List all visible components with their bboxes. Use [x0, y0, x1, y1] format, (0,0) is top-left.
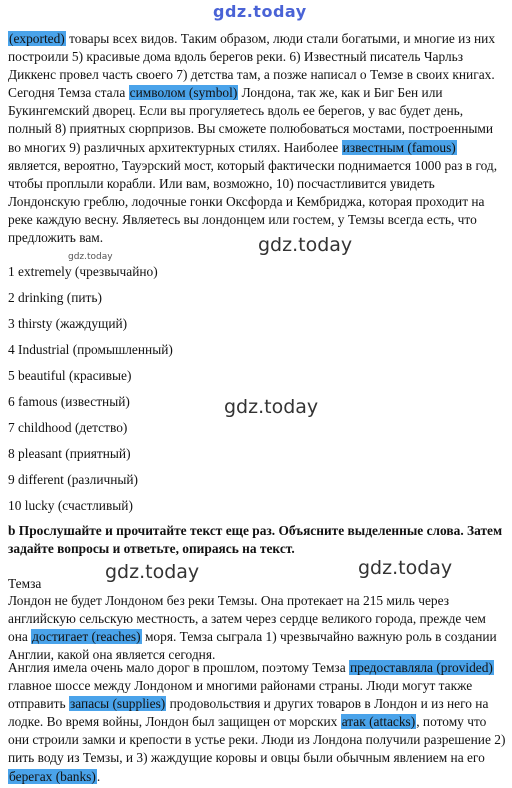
paragraph-text: Англия имела очень мало дорог в прошлом, поэтому Темза: [8, 660, 350, 675]
answer-item: 4 Industrial (промышленный): [8, 342, 173, 357]
paragraph-text: Лондона, так же, как и Биг Бен или Букингемский дворец. Если вы прогуляетесь вдоль ее берегов, у вас будет день, полный 8) приятных сюрпризов. Вы сможете полюбоваться мостами, построенными во многих 9) различных архитектурных стилях. Наиболее: [8, 85, 493, 155]
answer-item: 7 childhood (детство): [8, 420, 128, 435]
highlighted-word-symbol: символом (symbol): [129, 85, 238, 101]
answer-item: 6 famous (известный): [8, 394, 130, 409]
highlighted-word-provided: предоставляла (provided): [350, 660, 493, 675]
answer-item: 1 extremely (чрезвычайно): [8, 264, 158, 279]
highlighted-word-reaches: достигает (reaches): [32, 629, 141, 645]
answer-item: 3 thirsty (жаждущий): [8, 316, 128, 331]
watermark: gdz.today: [224, 396, 319, 418]
watermark: gdz.today: [258, 234, 353, 256]
watermark-top: gdz.today: [213, 2, 307, 21]
text-paragraph-continued: [8, 30, 506, 247]
highlighted-word-famous: известным (famous): [342, 139, 456, 155]
paragraph-text: продовольствия и других товаров в Лондон и из него на лодке. Во время войны, Лондон был защищен от морских: [8, 696, 489, 730]
watermark: gdz.today: [358, 557, 453, 579]
highlighted-word-supplies: запасы (supplies): [69, 696, 166, 712]
section-title: Темза: [8, 576, 42, 591]
paragraph-text: моря. Темза сыграла 1) чрезвычайно важную роль в создании Англии, какой она является сегодня.: [8, 629, 497, 663]
paragraph-text: , потому что они строили замки и крепости в устье реки. Люди из Лондона получили разрешение 2) пить воду из Темзы, и 3) жаждущие коровы и овцы были обычным явлением на его: [8, 714, 506, 766]
text-paragraph: [8, 659, 506, 786]
text-paragraph: [8, 592, 506, 664]
paragraph-text: товары всех видов. Таким образом, люди стали богатыми, и многие из них построили 5) красивые дома вдоль берегов реки. 6) Известный писатель Чарльз Диккенс провел часть своего 7) детства там, а позже написал о Темзе в своих книгах. Сегодня Темза стала: [8, 31, 496, 101]
highlighted-word-banks: берегах (banks): [9, 768, 96, 784]
answer-item: 2 drinking (пить): [8, 290, 102, 305]
task-instruction: b Прослушайте и прочитайте текст еще раз. Объясните выделенные слова. Затем задайте вопросы и ответьте, опираясь на текст.: [8, 523, 503, 557]
highlighted-word-exported: (exported): [9, 31, 65, 46]
watermark-small: gdz.today: [68, 252, 113, 262]
answer-item: 5 beautiful (красивые): [8, 368, 132, 383]
watermark: gdz.today: [105, 561, 200, 583]
answer-item: 10 lucky (счастливый): [8, 498, 133, 513]
answer-item: 9 different (различный): [8, 472, 139, 487]
highlighted-word-attacks: атак (attacks): [341, 714, 416, 730]
paragraph-text: является, вероятно, Тауэрский мост, который фактически поднимается 1000 раз в год, чтобы проплыли корабли. Или вам, возможно, 10) посчастливится увидеть Лондонскую греблю, лодочные гонки Оксфорда и Кембриджа, которая проходит на реке каждую весну. Являетесь вы лондонцем или гостем, у Темзы всегда есть, что предложить вам.: [8, 157, 498, 246]
paragraph-text: главное шоссе между Лондоном и многими районами страны. Люди могут также отправить: [8, 678, 473, 712]
paragraph-text: .: [96, 768, 101, 784]
paragraph-text: Лондон не будет Лондоном без реки Темзы. Она протекает на 215 миль через английскую сельскую местность, а затем через сердце великого города, прежде чем она: [8, 593, 486, 645]
answer-item: 8 pleasant (приятный): [8, 446, 131, 461]
